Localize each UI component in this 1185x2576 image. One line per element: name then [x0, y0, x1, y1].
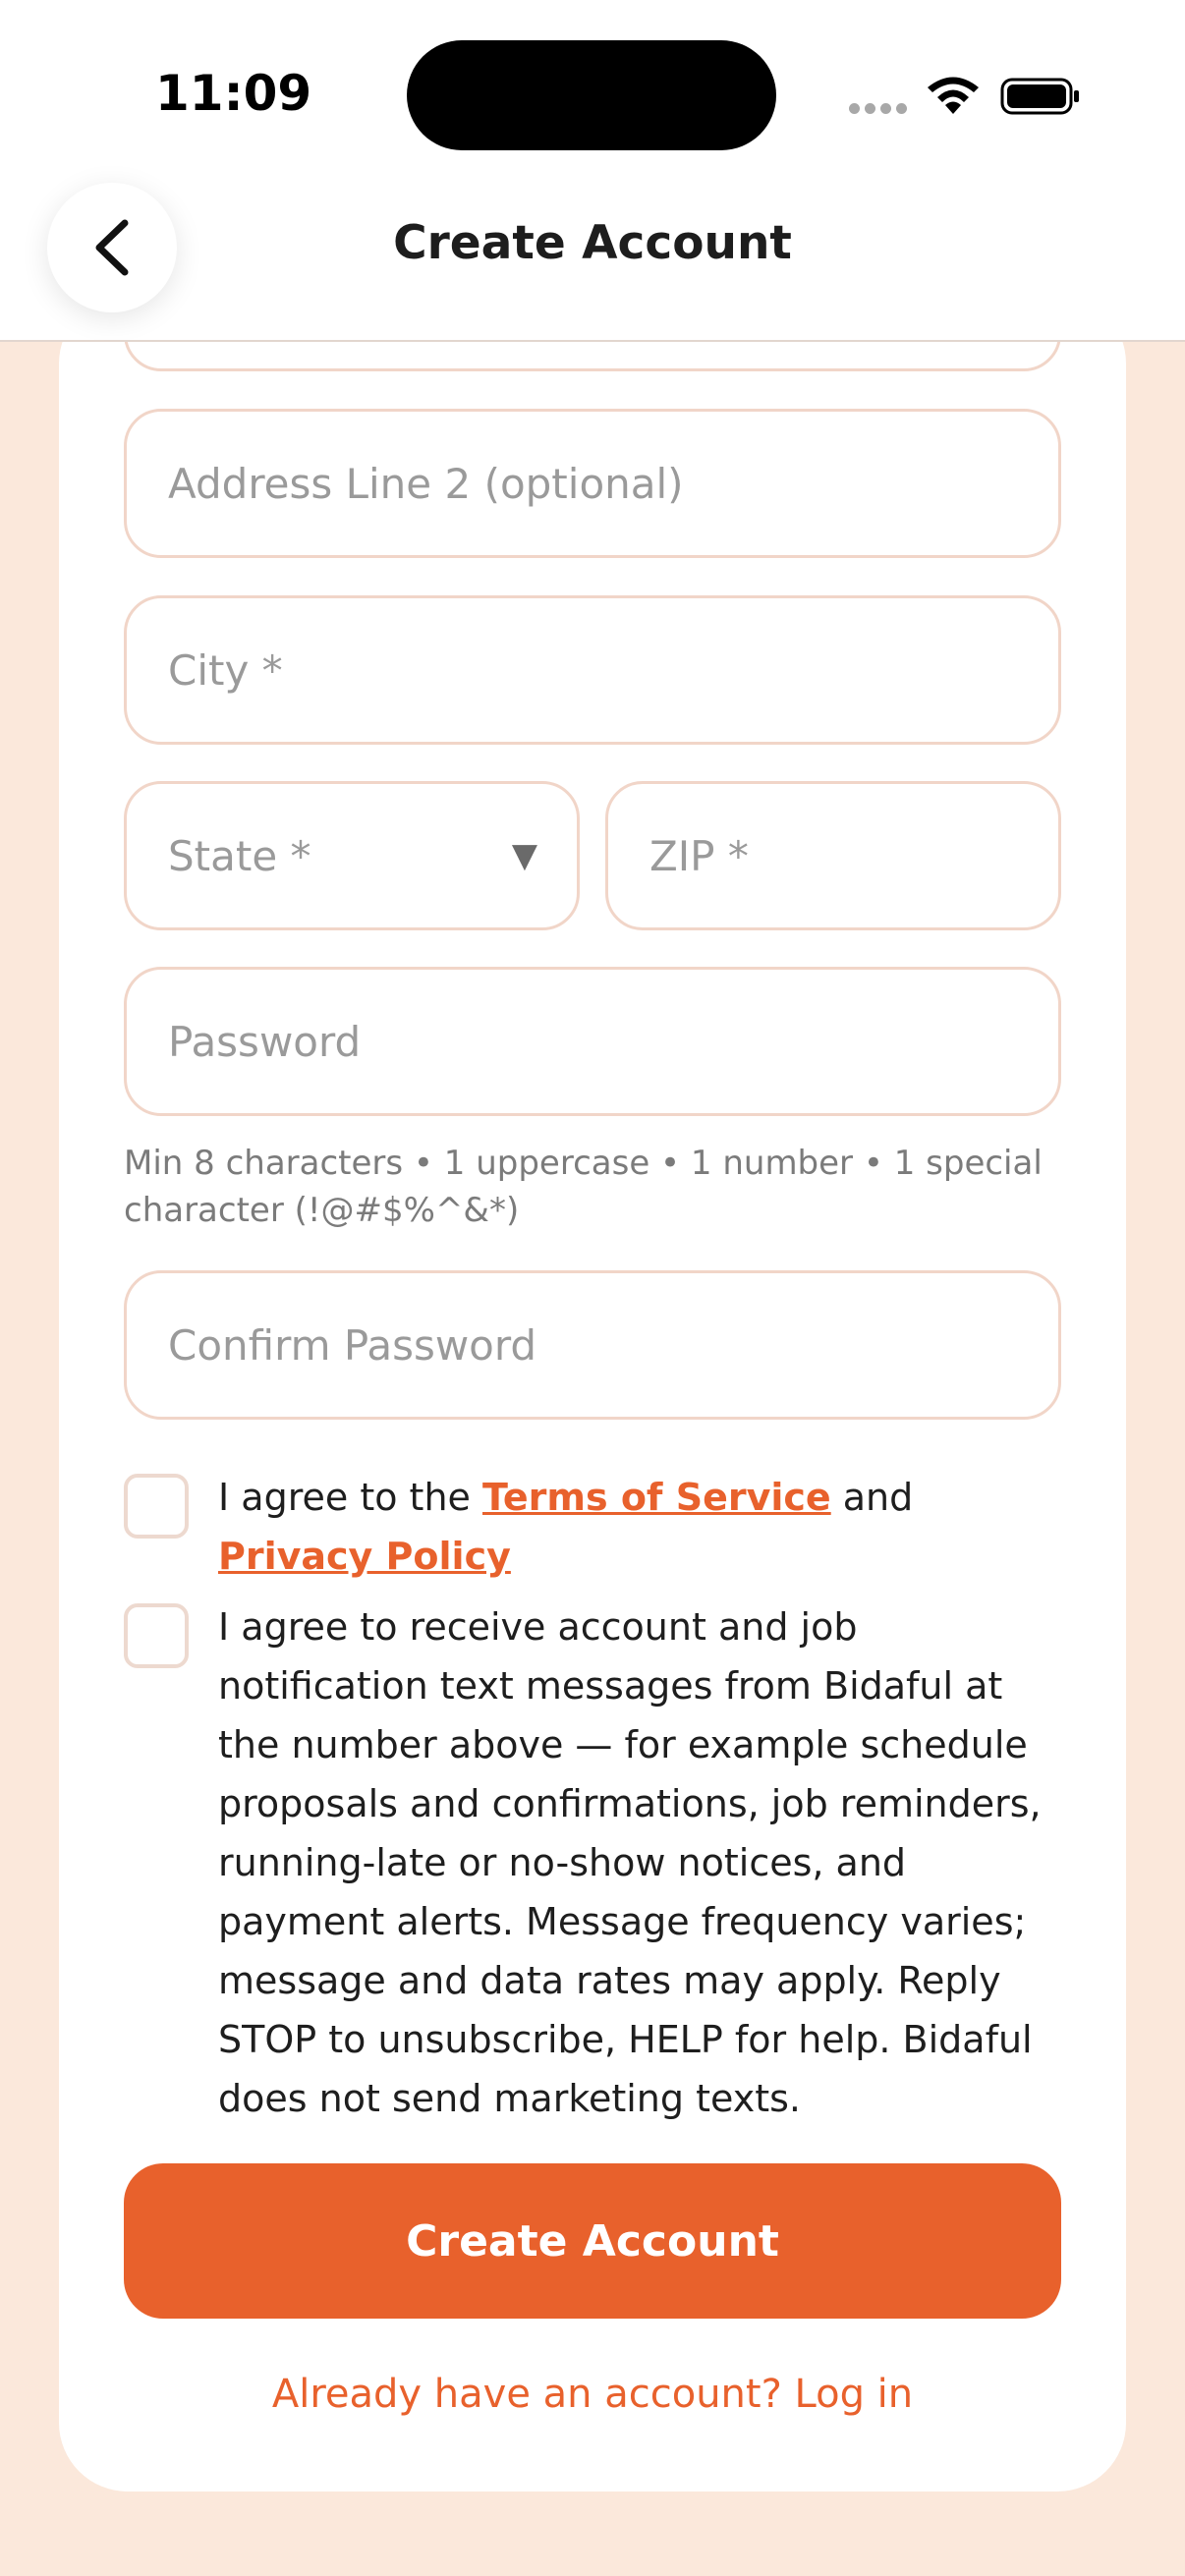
terms-checkbox[interactable] — [124, 1474, 189, 1539]
address-line2-input[interactable] — [124, 409, 1061, 558]
password-placeholder: Password — [168, 1017, 362, 1066]
create-account-button[interactable]: Create Account — [124, 2163, 1061, 2319]
address-line2-placeholder: Address Line 2 (optional) — [168, 459, 684, 508]
state-placeholder: State * — [168, 831, 311, 880]
city-input[interactable] — [124, 595, 1061, 745]
terms-agreement-text — [218, 1468, 1069, 1586]
confirm-password-input[interactable] — [124, 1270, 1061, 1420]
dropdown-caret-icon: ▼ — [511, 836, 537, 875]
sms-consent-text: I agree to receive account and job notification text messages from Bidaful at the number above — for example schedule proposals and confirmations, job reminders, running-late or no-show notices, and payment alerts. Message frequency varies; message and data rates may apply. Reply STOP to unsubscribe, HELP for help. Bidaful does not send marketing texts. — [218, 1605, 1042, 2120]
sms-consent-checkbox[interactable] — [124, 1603, 189, 1668]
login-link[interactable]: Already have an account? Log in — [271, 2372, 914, 2417]
zip-placeholder: ZIP * — [649, 831, 749, 880]
page-title: Create Account — [393, 216, 792, 270]
terms-of-service-link[interactable]: Terms of Service — [482, 1476, 831, 1519]
terms-mid: and — [830, 1476, 914, 1519]
privacy-policy-link[interactable]: Privacy Policy — [218, 1535, 511, 1578]
status-time: 11:09 — [155, 65, 312, 122]
zip-input[interactable] — [605, 781, 1061, 930]
wifi-icon — [924, 75, 983, 118]
dynamic-island — [407, 40, 776, 150]
password-input[interactable] — [124, 967, 1061, 1116]
state-select[interactable] — [124, 781, 580, 930]
top-bar — [0, 0, 1185, 342]
battery-icon — [1000, 77, 1081, 116]
cellular-signal-icon — [849, 103, 908, 115]
password-hint: Min 8 characters • 1 uppercase • 1 number • 1 special character (!@#$%^&*) — [124, 1144, 1043, 1230]
confirm-password-placeholder: Confirm Password — [168, 1320, 537, 1370]
city-placeholder: City * — [168, 645, 283, 695]
terms-prefix: I agree to the — [218, 1476, 482, 1519]
